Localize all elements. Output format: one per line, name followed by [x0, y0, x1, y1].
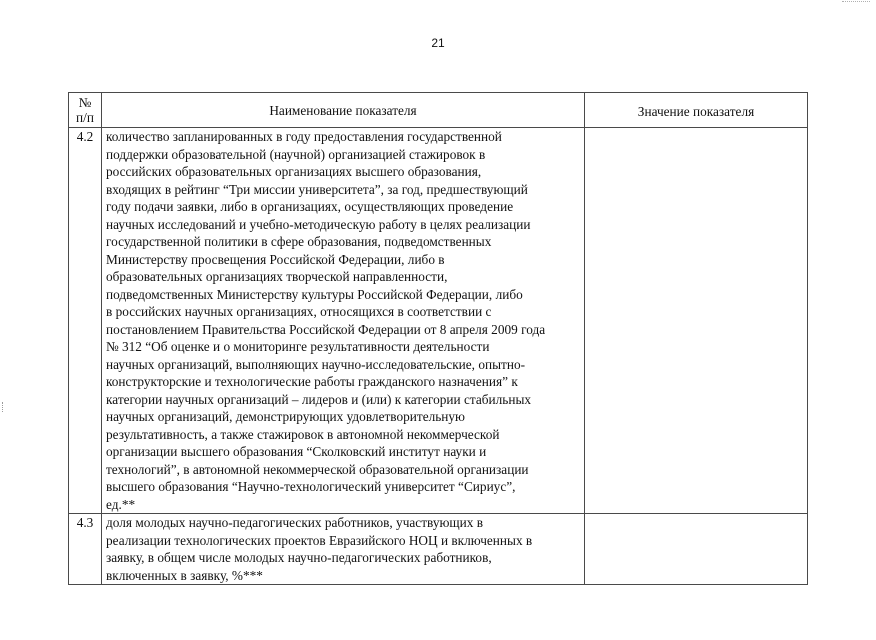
indicator-name-line: заявку, в общем числе молодых научно-педагогических работников,	[106, 550, 492, 565]
indicator-name-line: постановлением Правительства Российской Федерации от 8 апреля 2009 года	[106, 321, 546, 337]
indicator-name	[102, 128, 585, 514]
row-number: 4.2	[69, 128, 102, 514]
scan-margin-mark	[2, 402, 4, 412]
indicator-value	[585, 128, 808, 514]
indicator-name	[102, 514, 585, 585]
header-indicator-name: Наименование показателя	[102, 93, 585, 128]
indicator-name-line: количество запланированных в году предоставления государственной	[106, 129, 502, 144]
indicator-name-line: входящих в рейтинг “Три миссии университета”, за год, предшествующий	[106, 181, 528, 197]
indicator-name-line: году подачи заявки, либо в организациях, осуществляющих проведение	[106, 199, 514, 214]
indicators-table	[68, 92, 808, 585]
header-number-line: №	[78, 95, 92, 110]
scan-edge-mark	[842, 1, 870, 2]
indicator-value	[585, 514, 808, 585]
table-body	[69, 128, 808, 585]
indicator-name-line: категории научных организаций – лидеров и (или) к категории стабильных	[106, 391, 532, 407]
page-number: 21	[431, 36, 445, 50]
indicator-name-line: российских образовательных организациях высшего образования,	[106, 164, 482, 179]
row-number: 4.3	[69, 514, 102, 585]
indicator-name-line: высшего образования “Научно-технологический университет “Сириус”,	[106, 479, 516, 494]
indicator-name-line: включенных в заявку, %***	[106, 567, 263, 583]
table-header-row	[69, 93, 808, 128]
indicator-name-line: результативность, а также стажировок в автономной некоммерческой	[106, 426, 500, 442]
indicator-name-line: реализации технологических проектов Евразийского НОЦ и включенных в	[106, 532, 533, 548]
indicator-name-line: № 312 “Об оценке и о мониторинге результативности деятельности	[106, 339, 490, 354]
header-indicator-value: Значение показателя	[585, 93, 808, 128]
indicator-name-line: организации высшего образования “Сколковский институт науки и	[106, 444, 487, 459]
indicator-name-line: конструкторские и технологические работы гражданского назначения” к	[106, 374, 518, 389]
indicator-name-line: образовательных организациях творческой направленности,	[106, 269, 448, 284]
indicator-name-line: в российских научных организациях, относящихся в соответствии с	[106, 304, 492, 319]
indicator-name-line: поддержки образовательной (научной) организацией стажировок в	[106, 146, 486, 162]
indicator-name-line: государственной политики в сфере образования, подведомственных	[106, 234, 492, 249]
indicator-name-line: технологий”, в автономной некоммерческой образовательной организации	[106, 461, 529, 477]
indicator-name-line: подведомственных Министерству культуры Российской Федерации, либо	[106, 286, 523, 302]
indicator-name-line: ед.**	[106, 496, 136, 512]
header-number-line: п/п	[76, 110, 94, 125]
indicator-name-line: Министерству просвещения Российской Федерации, либо в	[106, 251, 445, 267]
indicator-name-line: научных исследований и учебно-методическую работу в целях реализации	[106, 216, 531, 232]
indicator-name-line: научных организаций, демонстрирующих удовлетворительную	[106, 409, 465, 424]
indicator-name-line: доля молодых научно-педагогических работников, участвующих в	[106, 515, 484, 530]
table-row	[69, 514, 808, 585]
indicator-name-line: научных организаций, выполняющих научно-исследовательские, опытно-	[106, 356, 526, 372]
table-row	[69, 128, 808, 514]
header-number	[69, 93, 102, 128]
